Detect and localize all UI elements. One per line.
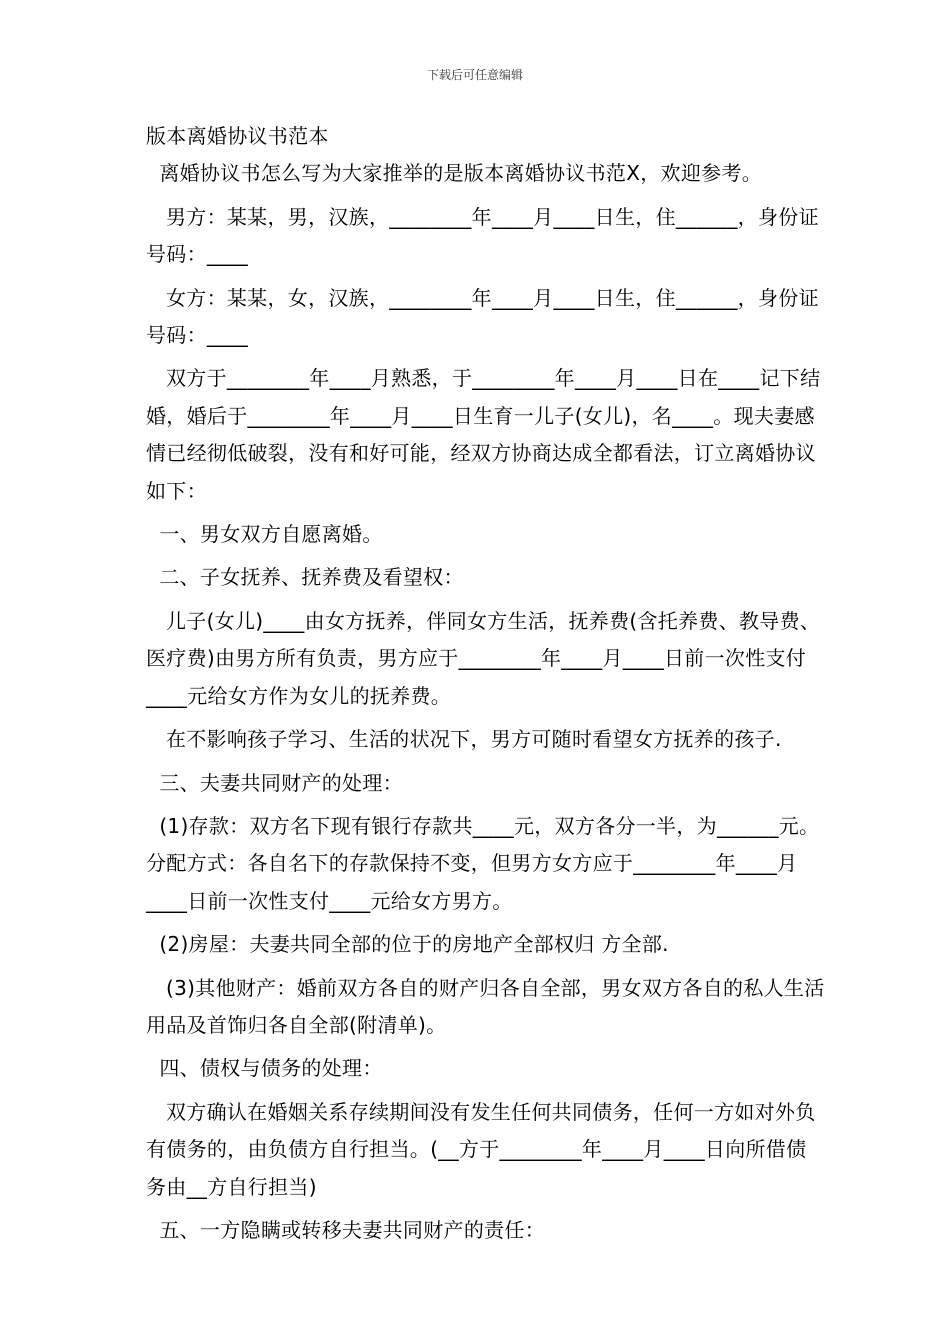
paragraph-intro: 离婚协议书怎么写为大家推举的是版本离婚协议书范X，欢迎参考。 (146, 161, 763, 186)
clause-5-heading: 五、一方隐瞒或转移夫妻共同财产的责任： (146, 1217, 546, 1242)
clause-4-debts: 双方确认在婚姻关系存续期间没有发生任何共同债务，任何一方如对外负有债务的，由负债方自行担当。(__方于________年____月____日向所借债务由__方自行担当) (146, 1099, 816, 1199)
clause-2-custody: 儿子(女儿)____由女方抚养，伴同女方生活，抚养费(含托养费、教导费、医疗费)由男方所有负责，男方应于________年____月____日前一次性支付____元给女方作为女儿的抚养费。 (146, 608, 821, 708)
clause-3-heading: 三、夫妻共同财产的处理： (146, 770, 403, 795)
paragraph-female-party: 女方：某某，女，汉族，________年____月____日生，住______，身份证号码：____ (146, 285, 819, 348)
document-title: 版本离婚协议书范本 (146, 124, 329, 148)
clause-3-other-property: (3)其他财产：婚前双方各自的财产归各自全部，男女双方各自的私人生活用品及首饰归各自全部(附清单)。 (146, 975, 825, 1037)
clause-1: 一、男女双方自愿离婚。 (146, 522, 383, 547)
clause-4-heading: 四、债权与债务的处理： (146, 1056, 383, 1081)
page-header: 下载后可任意编辑 (426, 68, 523, 82)
clause-2-visitation: 在不影响孩子学习、生活的状况下，男方可随时看望女方抚养的孩子. (146, 727, 782, 752)
paragraph-male-party: 男方：某某，男，汉族，________年____月____日生，住______，身份证号码：____ (146, 204, 819, 267)
clause-3-deposits: (1)存款：双方名下现有银行存款共____元，双方各分一半，为______元。分配方式：各自名下的存款保持不变，但男方女方应于________年____月____日前一次性支付____元给女方男方。 (146, 813, 820, 913)
paragraph-background: 双方于________年____月熟悉，于________年____月____日在____记下结婚，婚后于________年____月____日生育一儿子(女儿)，名____。现夫妻感情已经彻低破裂，没有和好可能，经双方协商达成全都看法，订立离婚协议如下： (146, 366, 821, 503)
clause-3-housing: (2)房屋：夫妻共同全部的位于的房地产全部权归 方全部. (146, 932, 669, 957)
clause-2-heading: 二、子女抚养、抚养费及看望权： (146, 565, 464, 590)
document-body (146, 118, 826, 1249)
